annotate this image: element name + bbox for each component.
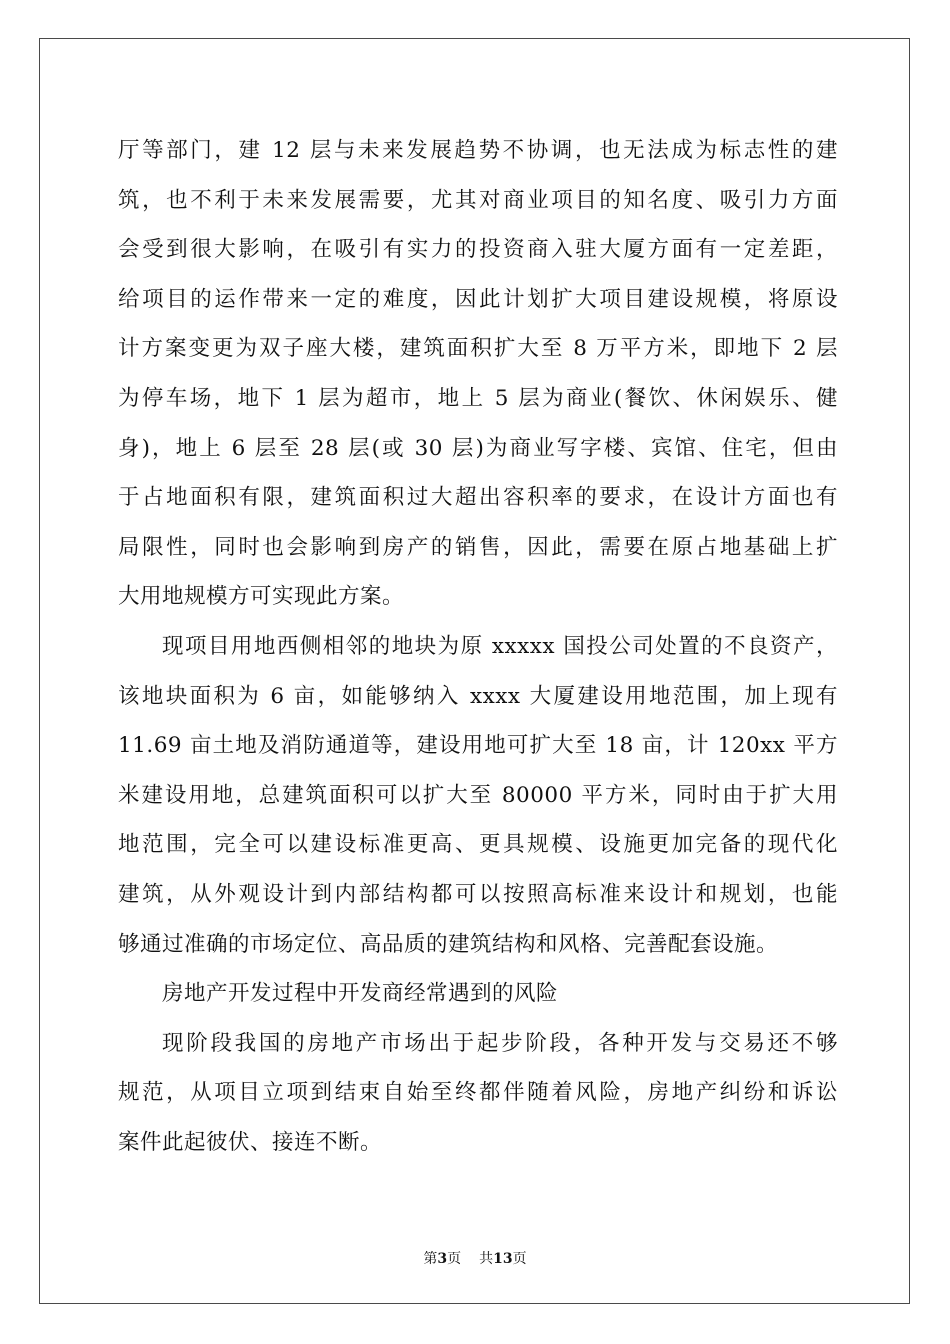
total-pages: 13 [493,1251,513,1267]
text-line: 筑，也不利于未来发展需要，尤其对商业项目的知名度、吸引力方面 [118,187,838,213]
page-number: 3 [437,1251,448,1267]
text-line: 房地产开发过程中开发商经常遇到的风险 [162,981,559,1007]
text-line: 于占地面积有限，建筑面积过大超出容积率的要求，在设计方面也有 [118,485,838,511]
text-line: 厅等部门，建 12 层与未来发展趋势不协调，也无法成为标志性的建 [118,138,838,163]
text-line: 案件此起彼伏、接连不断。 [118,1129,383,1155]
text-line: 身)，地上 6 层至 28 层(或 30 层)为商业写字楼、宾馆、住宅，但由 [118,435,838,461]
text-line: 现项目用地西侧相邻的地块为原 xxxxx 国投公司处置的不良资产， [162,633,838,659]
document-body [118,126,838,1167]
text-line: 11.69 亩土地及消防通道等，建设用地可扩大至 18 亩，计 120xx 平方 [118,733,838,759]
text-line: 米建设用地，总建筑面积可以扩大至 80000 平方米，同时由于扩大用 [118,782,838,808]
text-line: 够通过准确的市场定位、高品质的建筑结构和风格、完善配套设施。 [118,931,779,957]
text-line: 规范，从项目立项到结束自始至终都伴随着风险，房地产纠纷和诉讼 [118,1080,838,1106]
text-line: 大用地规模方可实现此方案。 [118,584,405,610]
page-prefix: 第 [423,1251,438,1267]
text-line: 现阶段我国的房地产市场出于起步阶段，各种开发与交易还不够 [162,1030,838,1056]
total-suffix: 页 [512,1251,527,1267]
text-line: 给项目的运作带来一定的难度，因此计划扩大项目建设规模，将原设 [118,286,838,312]
text-line: 该地块面积为 6 亩，如能够纳入 xxxx 大厦建设用地范围，加上现有 [118,683,838,709]
text-line: 会受到很大影响，在吸引有实力的投资商入驻大厦方面有一定差距， [118,237,838,263]
text-line: 计方案变更为双子座大楼，建筑面积扩大至 8 万平方米，即地下 2 层 [118,336,838,362]
text-line: 局限性，同时也会影响到房产的销售，因此，需要在原占地基础上扩 [118,534,838,560]
text-line: 为停车场，地下 1 层为超市，地上 5 层为商业(餐饮、休闲娱乐、健 [118,385,838,411]
body-text [118,126,838,1167]
text-line: 地范围，完全可以建设标准更高、更具规模、设施更加完备的现代化 [118,832,838,858]
text-line: 建筑，从外观设计到内部结构都可以按照高标准来设计和规划，也能 [118,881,838,907]
total-prefix: 共 [479,1251,494,1267]
page-footer [0,1248,950,1268]
page-suffix: 页 [447,1251,462,1267]
